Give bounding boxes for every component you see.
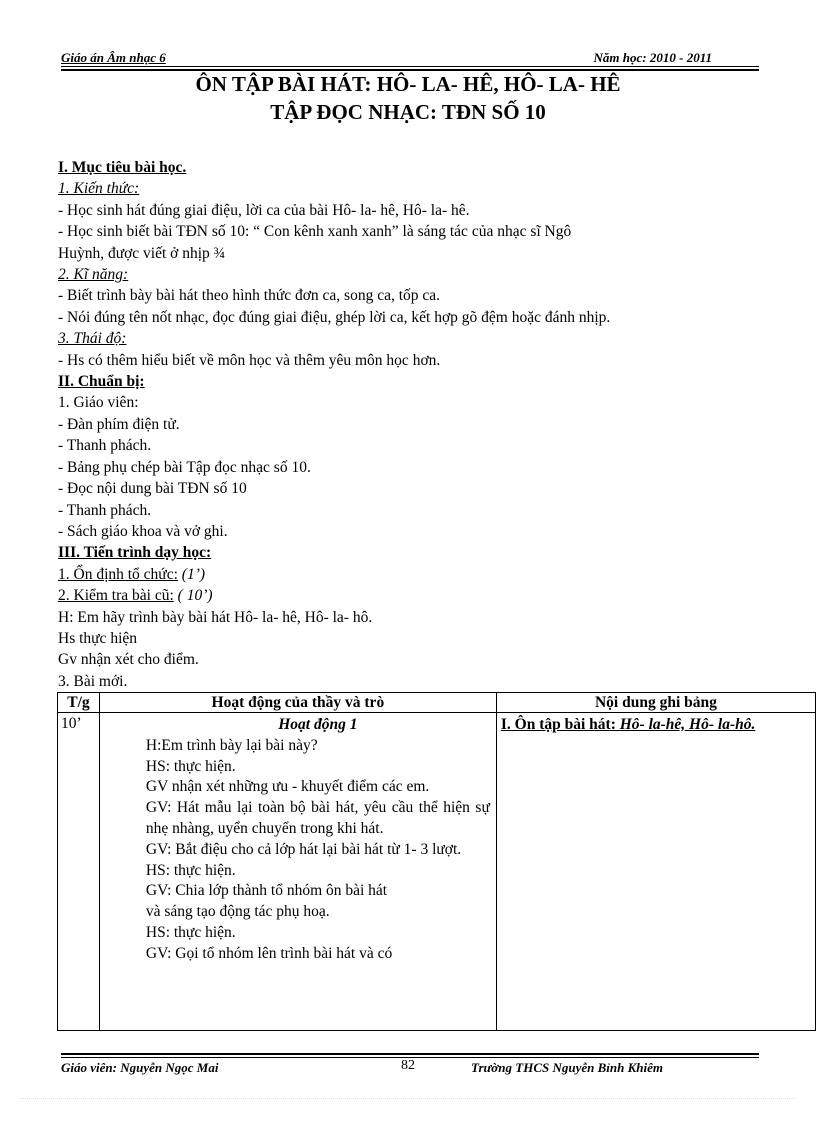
teacher-label: 1. Giáo viên: xyxy=(58,394,139,412)
activity-line: HS: thực hiện. xyxy=(145,757,236,775)
step-review xyxy=(58,585,758,606)
review-teacher: Gv nhận xét cho điểm. xyxy=(58,651,199,669)
knowledge-item: - Học sinh hát đúng giai điệu, lời ca của bài Hô- la- hê, Hô- la- hê. xyxy=(58,201,470,219)
prep-item: - Thanh phách. xyxy=(58,437,152,455)
review-student: Hs thực hiện xyxy=(58,629,137,647)
col-header-board: Nội dung ghi bảng xyxy=(496,693,815,713)
prep-item: - Đàn phím điện tử. xyxy=(58,415,180,433)
prep-item: - Bảng phụ chép bài Tập đọc nhạc số 10. xyxy=(58,458,311,476)
prep-item: - Đọc nội dung bài TĐN số 10 xyxy=(58,480,247,498)
review-question: H: Em hãy trình bày bài hát Hô- la- hê, Hô- la- hô. xyxy=(58,608,373,626)
page-footer xyxy=(61,1058,759,1078)
activity-line: GV: Gọi tổ nhóm lên trình bài hát và có xyxy=(145,944,393,962)
footer-teacher: Giáo viên: Nguyễn Ngọc Mai xyxy=(61,1060,219,1075)
step-new-lesson: 3. Bài mới. xyxy=(58,672,128,690)
step-organize xyxy=(58,564,758,585)
knowledge-item: - Học sinh biết bài TĐN số 10: “ Con kênh xanh xanh” là sáng tác của nhạc sĩ Ngô xyxy=(58,223,572,241)
page-edge-divider xyxy=(20,1098,796,1099)
prep-item: - Sách giáo khoa và vở ghi. xyxy=(58,522,228,540)
header-rule-thick xyxy=(61,69,759,71)
skills-heading: 2. Kĩ năng: xyxy=(58,266,129,284)
lesson-body xyxy=(58,157,758,692)
activity-line: HS: thực hiện. xyxy=(145,861,236,879)
col-header-activity: Hoạt động của thầy và trò xyxy=(99,693,496,713)
step-organize-label: 1. Ổn định tổ chức: xyxy=(58,565,178,583)
skills-item: - Biết trình bày bài hát theo hình thức đơn ca, song ca, tốp ca. xyxy=(58,287,441,305)
activity-line: và sáng tạo động tác phụ hoạ. xyxy=(145,903,330,921)
page-title: ÔN TẬP BÀI HÁT: HÔ- LA- HÊ, HÔ- LA- HÊ xyxy=(195,72,621,96)
board-cell xyxy=(496,713,815,1031)
attitude-heading: 3. Thái độ: xyxy=(58,330,127,348)
activity-title: Hoạt động 1 xyxy=(278,716,358,733)
activity-cell xyxy=(99,713,496,1031)
header-school-year: Năm học: 2010 - 2011 xyxy=(593,50,712,65)
activity-line: GV: Chia lớp thành tổ nhóm ôn bài hát xyxy=(145,882,388,900)
header-subject: Giáo án Âm nhạc 6 xyxy=(61,50,166,65)
activity-line: GV: Bắt điệu cho cả lớp hát lại bài hát từ 1- 3 lượt. xyxy=(145,840,462,858)
skills-item: - Nói đúng tên nốt nhạc, đọc đúng giai điệu, ghép lời ca, kết hợp gõ đệm hoặc đánh nhịp. xyxy=(58,308,611,326)
col-header-time: T/g xyxy=(58,693,100,713)
section-preparation-heading: II. Chuẩn bị: xyxy=(58,373,145,391)
section-objectives-heading: I. Mục tiêu bài học. xyxy=(58,159,187,176)
table-header-row xyxy=(58,693,816,713)
lesson-plan-table xyxy=(57,692,816,1031)
step-review-label: 2. Kiểm tra bài cũ: xyxy=(58,587,174,605)
knowledge-item-cont: Huỳnh, được viết ở nhịp ¾ xyxy=(58,244,226,262)
knowledge-heading: 1. Kiến thức: xyxy=(58,180,140,198)
attitude-item: - Hs có thêm hiểu biết về môn học và thêm yêu môn học hơn. xyxy=(58,351,441,369)
board-song-title: Hô- la-hê, Hô- la-hô. xyxy=(619,716,756,733)
footer-school: Trường THCS Nguyễn Bỉnh Khiêm xyxy=(471,1060,663,1075)
activity-line: GV nhận xét những ưu - khuyết điểm các em. xyxy=(145,778,430,796)
prep-item: - Thanh phách. xyxy=(58,501,152,519)
activity-line: GV: Hát mẫu lại toàn bộ bài hát, yêu cầu thể hiện sự nhẹ nhàng, uyển chuyển trong khi hát. xyxy=(145,799,490,837)
page-number: 82 xyxy=(401,1058,415,1073)
activity-line: H:Em trình bày lại bài này? xyxy=(145,736,318,754)
page-subtitle: TẬP ĐỌC NHẠC: TĐN SỐ 10 xyxy=(270,100,546,124)
header-rule-thin xyxy=(61,66,759,67)
table-row xyxy=(58,713,816,1031)
activity-line: HS: thực hiện. xyxy=(145,923,236,941)
step-review-time: ( 10’) xyxy=(173,587,213,605)
step-organize-time: (1’) xyxy=(177,565,206,583)
board-heading: I. Ôn tập bài hát: xyxy=(500,716,620,733)
footer-rule-thick xyxy=(61,1053,759,1055)
section-process-heading: III. Tiến trình dạy học: xyxy=(58,544,212,562)
time-cell: 10’ xyxy=(58,713,100,1031)
